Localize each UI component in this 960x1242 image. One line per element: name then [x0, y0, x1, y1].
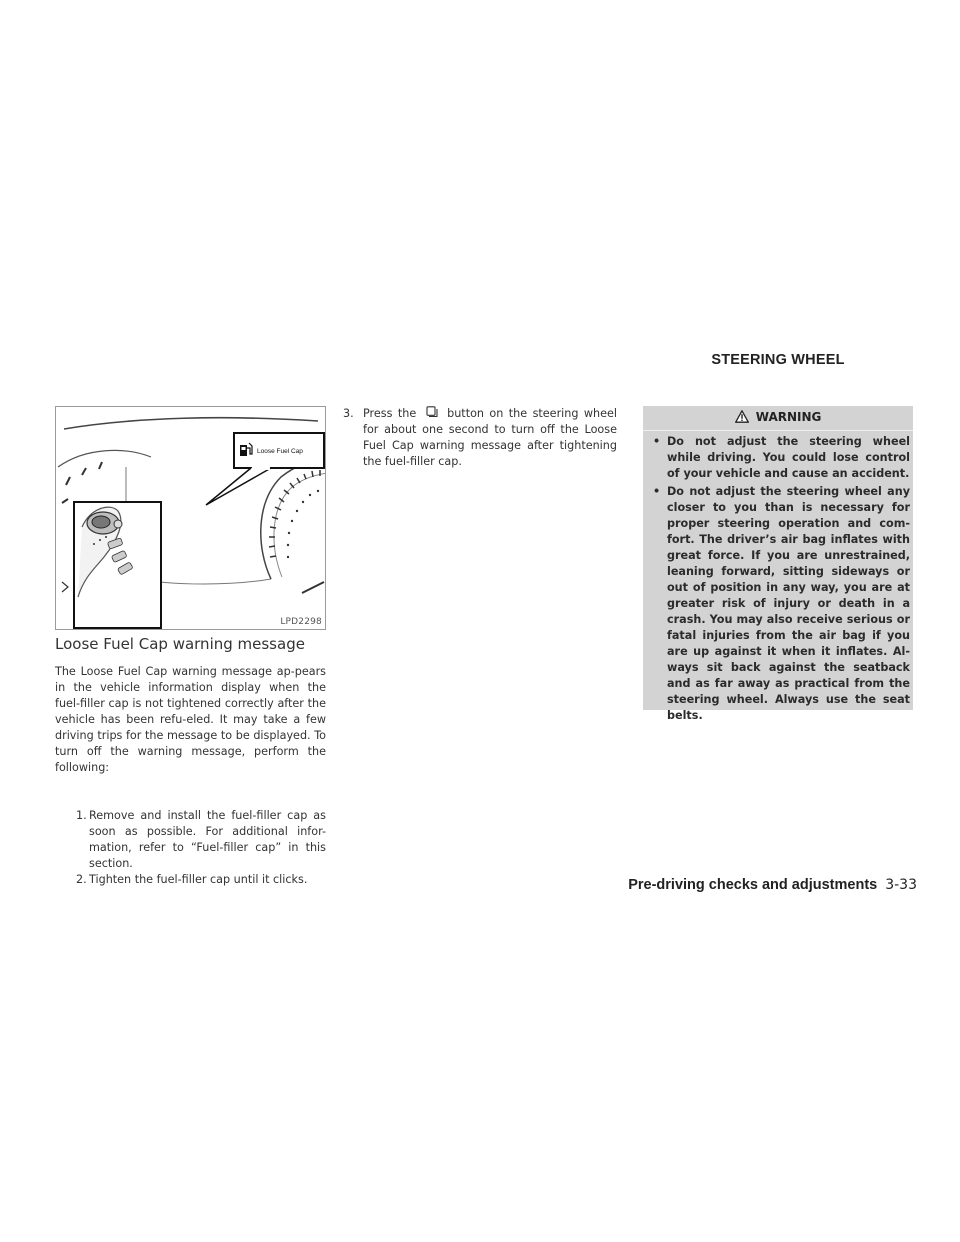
list-number: 3. — [343, 407, 354, 420]
list-text — [363, 406, 617, 470]
list-number: 2. — [76, 873, 87, 886]
warning-box — [643, 406, 913, 722]
subheading: Loose Fuel Cap warning message — [55, 635, 305, 653]
list-text: Tighten the fuel-filler cap until it clicks. — [89, 873, 308, 886]
warning-bullet-text: Do not adjust the steering wheel any closer to you than is necessary for proper steering operation and com-fort. The driver’s air bag inflates with great force. If you are unrestrained, leaning forward, sitting sideways or out of position in any way, you are at greater risk of injury or death in a crash. You may also receive serious or fatal injuries from the air bag if you are up against it when it inflates. Al-ways sit back against the seatback and as far away as practical from the steering wheel. Always use the seat belts. — [667, 485, 910, 722]
list-number: 1. — [76, 809, 87, 822]
figure-id: LPD2298 — [280, 617, 322, 627]
section-title: STEERING WHEEL — [711, 352, 845, 368]
warning-header — [643, 406, 913, 428]
page-number: 3-33 — [885, 877, 917, 893]
step-text-after-icon: button on the steering wheel for about one second to turn off the Loose Fuel Cap warning message after tightening the fuel-filler cap. — [363, 407, 618, 468]
warning-divider — [643, 430, 913, 431]
warning-title: WARNING — [755, 410, 822, 424]
bullet-marker: • — [653, 435, 661, 448]
cluster-drawing — [56, 407, 326, 630]
step-text-before-icon: Press the — [363, 407, 417, 420]
page-footer — [628, 877, 917, 893]
intro-paragraph: The Loose Fuel Cap warning message ap-pears in the vehicle information display when the fuel-filler cap is not tightened correctly after the vehicle has been refu-eled. It may take a few driving trips for the message to be displayed. To turn off the warning message, perform the following: — [55, 665, 326, 774]
callout-display-text: Loose Fuel Cap — [257, 448, 303, 455]
warning-triangle-icon — [735, 410, 749, 423]
bullet-marker: • — [653, 485, 661, 498]
list-text: Remove and install the fuel-filler cap as soon as possible. For additional infor-mation, refer to “Fuel-filler cap” in this section. — [89, 809, 326, 870]
instrument-cluster-illustration — [55, 406, 326, 630]
warning-bullet-text: Do not adjust the steering wheel while driving. You could lose control of your vehicle and cause an accident. — [667, 435, 910, 480]
footer-section-title: Pre-driving checks and adjustments — [628, 877, 878, 893]
steering-switch-button-icon — [424, 406, 440, 418]
